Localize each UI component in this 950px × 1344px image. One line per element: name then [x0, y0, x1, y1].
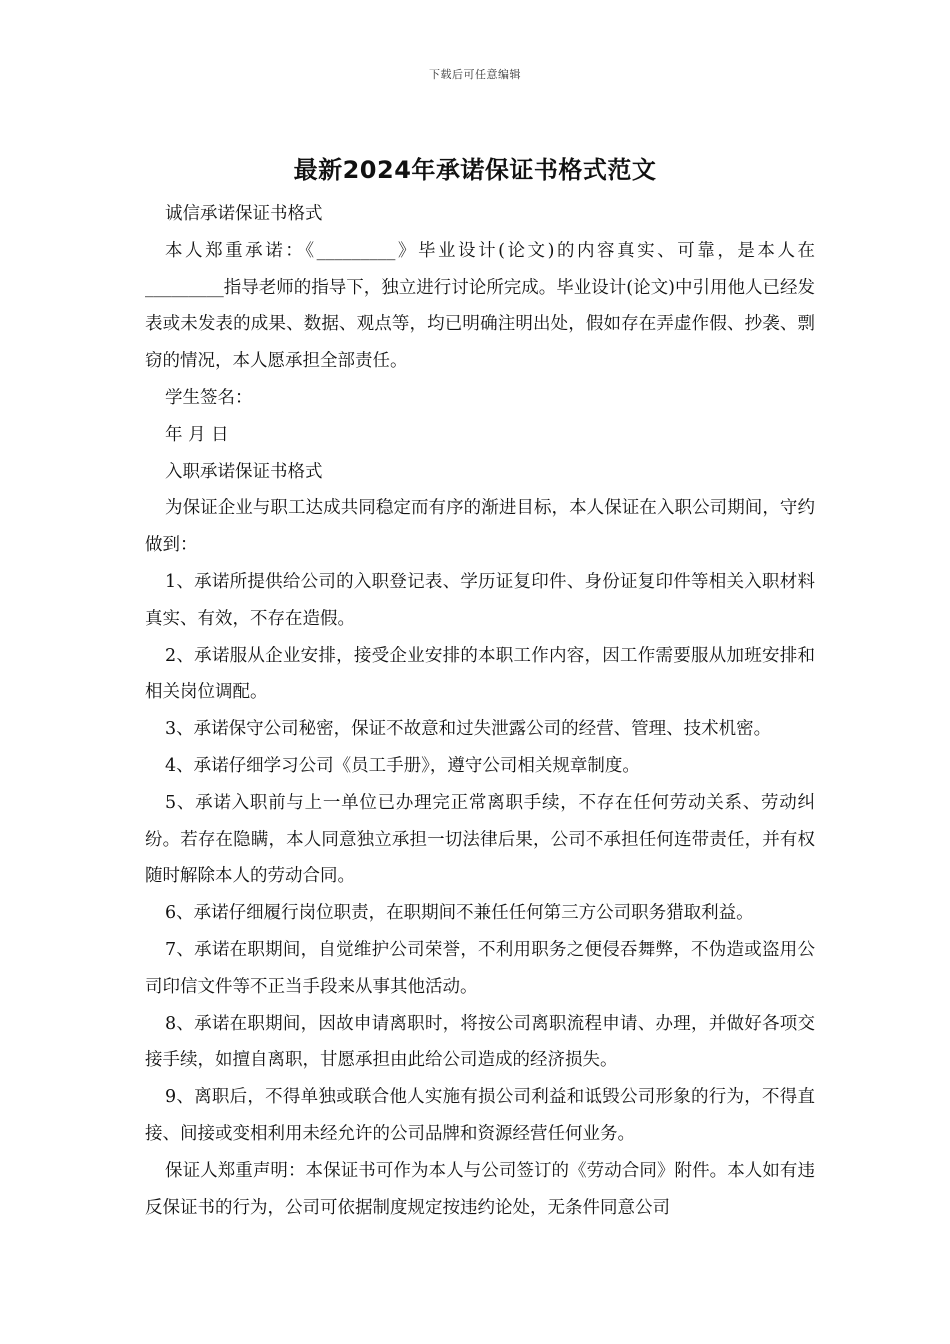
- date-line: 年 月 日: [165, 424, 229, 445]
- document-body: [145, 196, 815, 1226]
- list-item: 6、承诺仔细履行岗位职责，在职期间不兼任任何第三方公司职务猎取利益。: [165, 903, 754, 924]
- list-item: 9、离职后，不得单独或联合他人实施有损公司利益和诋毁公司形象的行为，不得直接、间接或变相利用未经允许的公司品牌和资源经营任何业务。: [145, 1087, 815, 1144]
- page-title: 最新2024年承诺保证书格式范文: [293, 156, 657, 184]
- section-heading-integrity: 诚信承诺保证书格式: [165, 204, 323, 224]
- list-item: 3、承诺保守公司秘密，保证不故意和过失泄露公司的经营、管理、技术机密。: [165, 719, 772, 740]
- paragraph-guarantor-declaration: 保证人郑重声明：本保证书可作为本人与公司签订的《劳动合同》附件。本人如有违反保证书的行为，公司可依据制度规定按违约论处，无条件同意公司: [145, 1160, 815, 1218]
- list-item: 4、承诺仔细学习公司《员工手册》，遵守公司相关规章制度。: [165, 755, 640, 776]
- paragraph-onboarding-intro: 为保证企业与职工达成共同稳定而有序的渐进目标，本人保证在入职公司期间，守约做到：: [145, 498, 815, 556]
- list-item: 2、承诺服从企业安排，接受企业安排的本职工作内容，因工作需要服从加班安排和相关岗位调配。: [145, 645, 815, 703]
- list-item: 8、承诺在职期间，因故申请离职时，将按公司离职流程申请、办理，并做好各项交接手续，如擅自离职，甘愿承担由此给公司造成的经济损失。: [145, 1013, 815, 1071]
- header-note: 下载后可任意编辑: [429, 68, 521, 81]
- paragraph-integrity-pledge: 本人郑重承诺：《_________》毕业设计(论文)的内容真实、可靠，是本人在_________指导老师的指导下，独立进行讨论所完成。毕业设计(论文)中引用他人已经发表或未发表的成果、数据、观点等，均已明确注明出处，假如存在弄虚作假、抄袭、剽窃的情况，本人愿承担全部责任。: [145, 240, 815, 372]
- list-item: 1、承诺所提供给公司的入职登记表、学历证复印件、身份证复印件等相关入职材料真实、有效，不存在造假。: [145, 571, 815, 629]
- list-item: 7、承诺在职期间，自觉维护公司荣誉，不利用职务之便侵吞舞弊，不伪造或盗用公司印信文件等不正当手段来从事其他活动。: [145, 939, 815, 997]
- list-item: 5、承诺入职前与上一单位已办理完正常离职手续，不存在任何劳动关系、劳动纠纷。若存在隐瞒，本人同意独立承担一切法律后果，公司不承担任何连带责任，并有权随时解除本人的劳动合同。: [145, 792, 815, 887]
- student-signature-line: 学生签名：: [165, 387, 253, 408]
- section-heading-onboarding: 入职承诺保证书格式: [165, 461, 323, 482]
